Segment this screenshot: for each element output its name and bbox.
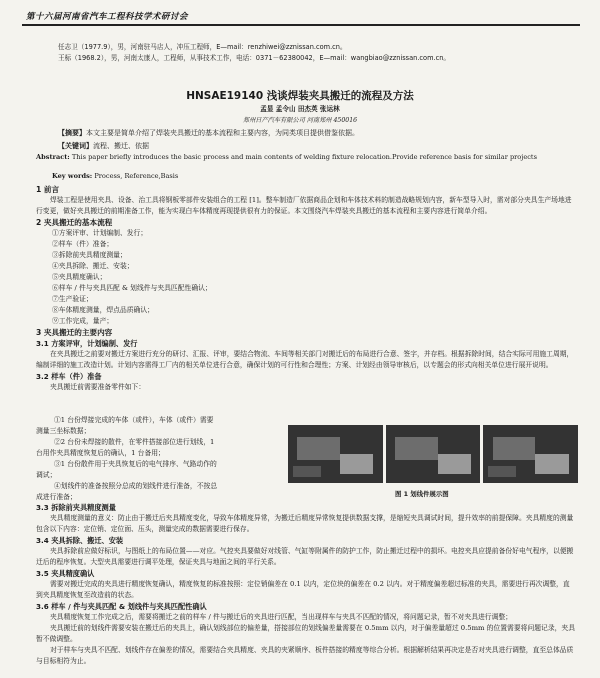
list-item: ⑥样车 / 件与夹具匹配 & 划线件与夹具匹配性确认； xyxy=(52,284,212,292)
section-paragraph: 焊装工程是使用夹具、设备、治工具将钢板零部件安装组合的工程 [1]。整车制造厂依据商品企划和车体技术料的制造战略规划内容，新车型导入时，需对部分夹具生产场地进行变更，做好夹具搬迁的前期准备工作，能为实现白车体精度再现提供很有力的保证。本文围绕汽车焊装夹具搬迁的基本流程和主要内容进行简单介绍。 xyxy=(36,196,572,215)
list-line: ①1 台份焊接完成的车体（或件），车体（或件）需要 xyxy=(54,416,214,424)
abstract-block xyxy=(58,127,578,152)
subsection-heading: 3.6 样车 / 件与夹具匹配 & 划线件与夹具匹配性确认 xyxy=(36,602,207,611)
section-paragraph: 在夹具搬迁之前要对搬迁方案进行充分的研讨、汇报、评审，要结合物流、车间等相关部门对搬迁后的布局进行合意、签字，并存档。根据拆除时间，结合实际可用施工周期，编制详细的施工改造计划。计划内容需得工厂内的相关单位进行合意，确保计划的可行性和合理性；方案、计划经由领导审核后，以专题会的形式向相关单位进行展开说明。 xyxy=(36,350,574,369)
body-section-1-2 xyxy=(36,184,576,393)
paper-authors: 孟显 孟令山 田杰英 张运林 xyxy=(260,105,340,113)
subsection-heading: 3.4 夹具拆除、搬迁、安装 xyxy=(36,536,124,545)
paper-title: HNSAE19140 浅谈焊装夹具搬迁的流程及方法 xyxy=(186,90,414,102)
list-line: ③1 台份散件用于夹具恢复后的电气排序、气路动作的 xyxy=(54,460,217,468)
journal-header: 第十六届河南省汽车工程科技学术研讨会 xyxy=(26,12,189,22)
list-item: ⑤夹具精度确认； xyxy=(52,273,107,281)
author-info-line: 任志卫（1977.9），男，河南驻马店人，冲压工程师，E—mail：renzhiwei@zznissan.com.cn。 xyxy=(58,43,347,51)
section-heading: 1 前言 xyxy=(36,185,60,194)
section-paragraph: 夹具精度测量的意义：防止由于搬迁后夹具精度变化，导致车体精度异常，为搬迁后精度异常恢复提供数据支撑，是缩短夹具调试时间，提升效率的前提保障。夹具精度的测量包含以下内容：定位销、定位面、压头，测量完成的数据需要进行保存。 xyxy=(36,514,574,533)
list-line: ②2 台份未焊接的散件，在零件搭接部位进行划线，1 xyxy=(54,438,215,446)
section-paragraph: 夹具拆除前应做好标识，与图纸上的布局位置——对应。气控夹具要做好对线管、气缸等附属件的防护工作，防止搬迁过程中的损坏。电控夹具应提前备份好电气程序，以便搬迁后的程序恢复。大型夹具需要进行调平处理，保证夹具与地面之间的平行关系。 xyxy=(36,547,574,566)
header-rule xyxy=(22,24,580,26)
list-item: ④夹具拆除、搬迁、安装； xyxy=(52,262,134,270)
section-paragraph: 夹具搬迁前的划线件需要安装在搬迁后的夹具上，确认划线部位的偏差量，搭接部位的划线偏差量需要在 0.5mm 以内，对于偏差量超过 0.5mm 的位置需要将问题记录，夹具暂不做调整。 xyxy=(36,624,576,643)
list-line: ④划线件的准备按照分总成的划线件进行准备，不按总 xyxy=(54,482,218,490)
figure-photo xyxy=(483,425,578,483)
figure-photo xyxy=(386,425,481,483)
en-keywords-text: Process, Reference,Basis xyxy=(94,172,179,180)
figure-photo xyxy=(288,425,383,483)
subsection-heading: 3.1 方案评审，计划编制、发行 xyxy=(36,339,138,348)
section-paragraph: 夹具精度恢复工作完成之后，需要将搬迁之前的样车 / 件与搬迁后的夹具进行匹配，当出现样车与夹具不匹配的情况，将问题记录，暂不对夹具进行调整； xyxy=(50,613,512,621)
list-item: ②样车（件）准备； xyxy=(52,240,114,248)
figure-1-image xyxy=(288,425,578,483)
list-line: 台用作夹具精度恢复后的确认，1 台备用； xyxy=(36,449,165,457)
english-keywords xyxy=(52,172,572,180)
body-section-3-2-list xyxy=(36,415,286,503)
figure-caption: 图 1 划线件展示图 xyxy=(395,490,449,498)
list-item: ①方案评审、计划编制、发行； xyxy=(52,229,148,237)
list-item: ⑨工作完成，量产； xyxy=(52,317,114,325)
section-heading: 2 夹具搬迁的基本流程 xyxy=(36,218,113,227)
section-paragraph: 需要对搬迁完成的夹具进行精度恢复确认，精度恢复的标准按照：定位销偏差在 0.1 以内，定位块的偏差在 0.2 以内。对于精度偏差超过标准的夹具，需要进行再次调整，直到夹具精度恢复至改造前的状态。 xyxy=(36,580,570,599)
author-info-line: 王标（1968.2），男，河南太康人，工程师，从事技术工作，电话：0371－62380042，E—mail：wangbiao@zznissan.com.cn。 xyxy=(58,54,450,62)
section-paragraph: 对于样车与夹具不匹配、划线件存在偏差的情况，需要结合夹具精度、夹具的夹紧顺序、板件搭接的精度等综合分析。根据解析结果再决定是否对夹具进行调整，直至总体品质与目标相符为止。 xyxy=(36,646,574,665)
en-abstract-text: This paper briefly introduces the basic process and main contents of welding fixture relocation.Provide reference basis for similar projects xyxy=(71,153,537,161)
body-section-3-3-onward xyxy=(36,502,576,667)
list-item: ③拆除前夹具精度测量； xyxy=(52,251,127,259)
list-item: ⑦生产验证； xyxy=(52,295,93,303)
keywords-text: 流程、搬迁、依据 xyxy=(93,141,149,150)
en-keywords-label: Key words: xyxy=(52,172,93,180)
paper-affiliation: 郑州日产汽车有限公司 河南郑州 450016 xyxy=(242,117,358,124)
en-abstract-label: Abstract: xyxy=(36,153,70,161)
list-line: 调试； xyxy=(36,471,57,479)
english-abstract xyxy=(36,152,576,163)
author-info xyxy=(58,42,578,64)
section-paragraph: 夹具搬迁前需要准备零件如下： xyxy=(50,383,146,391)
abstract-text: 本文主要是简单介绍了焊装夹具搬迁的基本流程和主要内容，为同类项目提供借鉴依据。 xyxy=(86,129,359,137)
subsection-heading: 3.5 夹具精度确认 xyxy=(36,569,95,578)
keywords-label: 【关键词】 xyxy=(58,140,93,150)
subsection-heading: 3.2 样车（件）准备 xyxy=(36,372,102,381)
abstract-label: 【摘要】 xyxy=(58,128,86,137)
subsection-heading: 3.3 拆除前夹具精度测量 xyxy=(36,503,116,512)
list-item: ⑧车体精度测量，焊点品质确认； xyxy=(52,306,154,314)
list-line: 成进行准备； xyxy=(36,493,77,501)
section-heading: 3 夹具搬迁的主要内容 xyxy=(36,328,113,337)
list-line: 测量三坐标数据； xyxy=(36,427,91,435)
